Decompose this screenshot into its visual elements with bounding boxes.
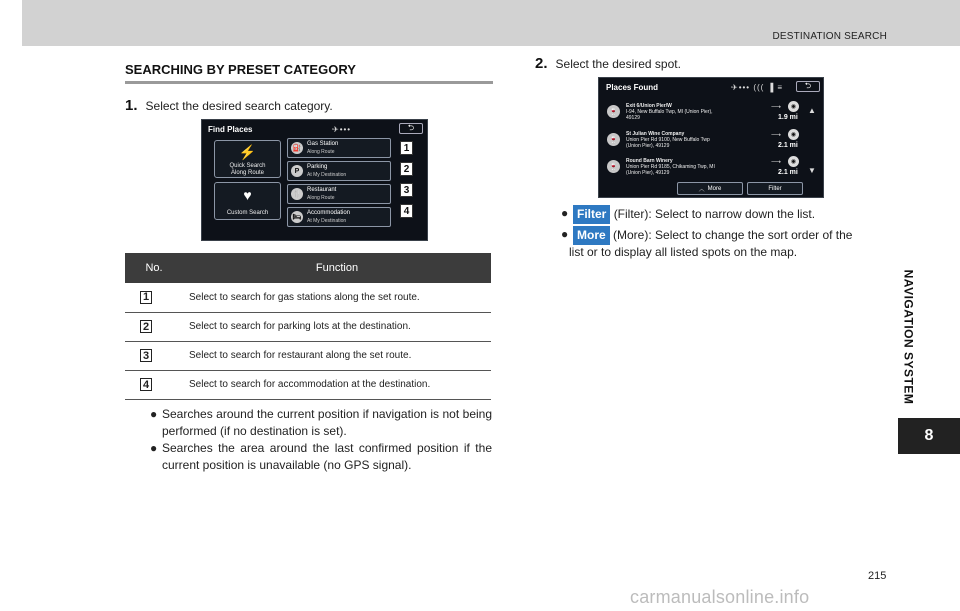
table-row bbox=[125, 283, 491, 312]
note-text: Searches the area around the last confirmed position if the current position is unavailable (no GPS signal). bbox=[162, 441, 492, 472]
place-address: I-94, New Buffalo Twp, MI (Union Pier), bbox=[626, 109, 713, 115]
chevron-up-icon: ︿ bbox=[698, 187, 705, 193]
heart-icon: ♥ bbox=[243, 187, 252, 203]
category-accommodation[interactable] bbox=[287, 207, 391, 227]
place-distance: 1.9 mi bbox=[778, 114, 798, 121]
screen-title: Places Found bbox=[606, 83, 659, 92]
filter-note-text: (Filter): Select to narrow down the list. bbox=[613, 207, 816, 221]
find-places-screen bbox=[201, 119, 428, 241]
wine-icon: 🍷 bbox=[607, 105, 620, 118]
more-button-label: More bbox=[707, 185, 722, 192]
function-cell: Select to search for accommodation at the destination. bbox=[183, 370, 491, 399]
quick-search-button[interactable] bbox=[214, 140, 281, 178]
route-arrow-icon: ⟶ bbox=[771, 132, 782, 139]
place-address: Union Pier Rd 9100, New Buffalo Twp bbox=[626, 137, 710, 143]
column-header-function: Function bbox=[183, 253, 491, 283]
column-header-no: No. bbox=[125, 253, 183, 283]
category-gas-station[interactable] bbox=[287, 138, 391, 158]
category-sub: Along Route bbox=[307, 149, 335, 155]
table-row bbox=[125, 341, 491, 370]
number-box: 4 bbox=[140, 378, 152, 391]
place-row[interactable] bbox=[607, 100, 807, 126]
quick-search-label: Quick Search bbox=[229, 163, 266, 169]
location-pin-icon[interactable]: ◉ bbox=[788, 156, 799, 167]
back-button[interactable]: ⮌ bbox=[796, 81, 820, 92]
category-sub: At My Destination bbox=[307, 218, 347, 224]
place-distance: 2.1 mi bbox=[778, 142, 798, 149]
filter-button-label: Filter bbox=[768, 185, 782, 192]
bullet-icon: ● bbox=[150, 407, 158, 421]
restaurant-icon: 🍴 bbox=[291, 188, 303, 200]
function-cell: Select to search for restaurant along the set route. bbox=[183, 341, 491, 370]
number-cell bbox=[125, 370, 183, 399]
filter-note bbox=[561, 205, 891, 224]
step-text: Select the desired search category. bbox=[145, 99, 333, 113]
bullet-icon: ● bbox=[561, 227, 569, 241]
place-address: Union Pier Rd 9185, Chikaming Twp, MI bbox=[626, 164, 715, 170]
places-found-screen bbox=[598, 77, 824, 198]
bullet-icon: ● bbox=[150, 441, 158, 455]
number-cell bbox=[125, 341, 183, 370]
place-row[interactable] bbox=[607, 128, 807, 154]
more-tag: More bbox=[573, 226, 610, 245]
number-box: 1 bbox=[140, 291, 152, 304]
more-note bbox=[561, 226, 891, 245]
function-table bbox=[125, 253, 491, 400]
category-name: Gas Station bbox=[307, 141, 339, 147]
lightning-icon: ⚡ bbox=[238, 144, 257, 160]
step-number: 1. bbox=[125, 97, 138, 114]
number-box: 3 bbox=[140, 349, 152, 362]
note-item bbox=[150, 440, 492, 474]
callout-1: 1 bbox=[400, 141, 413, 155]
back-button[interactable]: ⮌ bbox=[399, 123, 423, 134]
number-cell bbox=[125, 312, 183, 341]
chapter-number: 8 bbox=[898, 418, 960, 454]
place-zip: (Union Pier), 49129 bbox=[626, 170, 670, 176]
note-text: Searches around the current position if navigation is not being performed (if no destination is set). bbox=[162, 407, 492, 438]
location-pin-icon[interactable]: ◉ bbox=[788, 129, 799, 140]
number-box: 2 bbox=[140, 320, 152, 333]
place-distance: 2.1 mi bbox=[778, 169, 798, 176]
filter-tag: Filter bbox=[573, 205, 610, 224]
more-button[interactable] bbox=[677, 182, 743, 195]
place-name: Round Barn Winery bbox=[626, 158, 673, 164]
step-1 bbox=[125, 97, 333, 114]
screen-title: Find Places bbox=[208, 125, 253, 134]
more-note-text: (More): Select to change the sort order of the bbox=[613, 228, 853, 242]
callout-4: 4 bbox=[400, 204, 413, 218]
route-arrow-icon: ⟶ bbox=[771, 159, 782, 166]
chapter-side-label: NAVIGATION SYSTEM bbox=[901, 269, 916, 405]
page-number: 215 bbox=[868, 570, 887, 582]
table-header-row bbox=[125, 253, 491, 283]
gas-station-icon: ⛽ bbox=[291, 142, 303, 154]
function-cell: Select to search for gas stations along the set route. bbox=[183, 283, 491, 312]
place-name: St Julian Wine Company bbox=[626, 131, 685, 137]
category-sub: At My Destination bbox=[307, 172, 347, 178]
category-name: Parking bbox=[307, 164, 328, 170]
accommodation-icon: 🛏 bbox=[291, 211, 303, 223]
category-sub: Along Route bbox=[307, 195, 335, 201]
wine-icon: 🍷 bbox=[607, 160, 620, 173]
place-zip: 49129 bbox=[626, 115, 640, 121]
status-icons: ✈••• ((( ▐ ≡ bbox=[731, 83, 784, 92]
category-parking[interactable] bbox=[287, 161, 391, 181]
place-name: Exit 6/Union Pier/W bbox=[626, 103, 672, 109]
category-name: Restaurant bbox=[307, 187, 337, 193]
route-arrow-icon: ⟶ bbox=[771, 104, 782, 111]
step-2 bbox=[535, 55, 681, 72]
custom-search-label: Custom Search bbox=[226, 210, 269, 216]
filter-button[interactable] bbox=[747, 182, 803, 195]
watermark: carmanualsonline.info bbox=[630, 587, 810, 607]
bullet-icon: ● bbox=[561, 206, 569, 220]
parking-icon: P bbox=[291, 165, 303, 177]
callout-2: 2 bbox=[400, 162, 413, 176]
more-note-continued: list or to display all listed spots on the map. bbox=[569, 245, 798, 259]
number-cell bbox=[125, 283, 183, 312]
wine-icon: 🍷 bbox=[607, 133, 620, 146]
category-restaurant[interactable] bbox=[287, 184, 391, 204]
table-row bbox=[125, 312, 491, 341]
table-row bbox=[125, 370, 491, 399]
step-number: 2. bbox=[535, 55, 548, 72]
section-title: SEARCHING BY PRESET CATEGORY bbox=[125, 62, 493, 84]
function-cell: Select to search for parking lots at the destination. bbox=[183, 312, 491, 341]
callout-3: 3 bbox=[400, 183, 413, 197]
custom-search-button[interactable] bbox=[214, 182, 281, 220]
scroll-down-icon[interactable]: ▼ bbox=[808, 166, 816, 175]
note-item bbox=[150, 406, 492, 440]
location-pin-icon[interactable]: ◉ bbox=[788, 101, 799, 112]
scroll-up-icon[interactable]: ▲ bbox=[808, 106, 816, 115]
step-text: Select the desired spot. bbox=[555, 57, 681, 71]
signal-icon: ✈••• bbox=[332, 125, 352, 134]
place-zip: (Union Pier), 49129 bbox=[626, 143, 670, 149]
category-name: Accommodation bbox=[307, 210, 351, 216]
running-header: DESTINATION SEARCH bbox=[772, 31, 887, 42]
place-row[interactable] bbox=[607, 155, 807, 181]
quick-search-sublabel: Along Route bbox=[230, 170, 265, 176]
